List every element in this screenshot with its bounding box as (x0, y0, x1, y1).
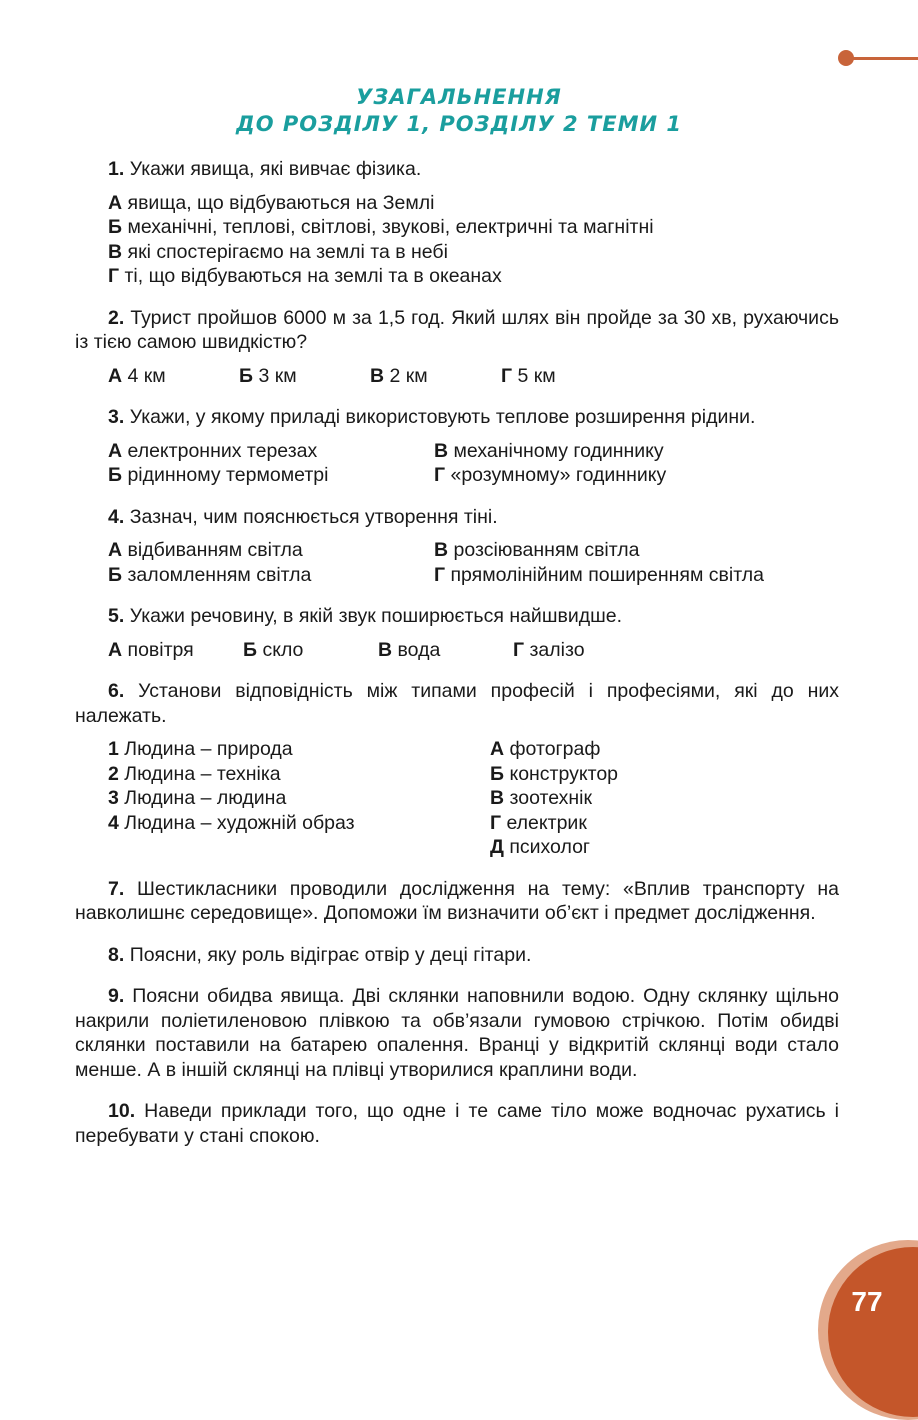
match-left-4 (108, 811, 490, 836)
option-letter: Б (108, 464, 123, 486)
option-letter: А (108, 638, 123, 661)
match-number: 3 (108, 787, 119, 809)
option-b (108, 215, 839, 240)
option-letter: А (108, 364, 123, 387)
question-text: Укажи, у якому приладі використовують теплове розширення рідини. (129, 406, 756, 428)
question-3-options (75, 439, 839, 488)
option-text: рідинному термометрі (127, 464, 329, 486)
match-text: Людина – художній образ (124, 811, 355, 834)
title-line-1: УЗАГАЛЬНЕННЯ (356, 85, 562, 109)
option-v (434, 439, 839, 464)
match-left-2 (108, 762, 490, 787)
match-text: Людина – природа (124, 738, 293, 760)
question-3 (75, 405, 839, 430)
option-text: конструктор (509, 762, 619, 785)
option-text: які спостерігаємо на землі та в небі (127, 240, 448, 263)
question-9 (75, 984, 839, 1082)
match-right-v (490, 786, 839, 811)
question-2 (75, 306, 839, 355)
option-text: скло (262, 638, 304, 661)
questions-list (75, 157, 839, 1148)
option-a (108, 439, 434, 464)
option-text: вода (397, 638, 441, 661)
option-text: 3 км (258, 364, 297, 387)
question-6 (75, 679, 839, 728)
question-number: 8. (108, 943, 125, 966)
option-text: 4 км (127, 364, 166, 387)
option-letter: Б (108, 216, 123, 238)
option-text: явища, що відбуваються на Землі (127, 191, 435, 214)
option-text: психолог (509, 836, 591, 858)
question-text: Установи відповідність між типами професій і професіями, які до них належать. (75, 680, 839, 727)
option-text: зоотехнік (509, 787, 593, 809)
match-number: 2 (108, 762, 119, 785)
option-g (108, 264, 839, 289)
question-text: Шестикласники проводили дослідження на тему: «Вплив транспорту на навколишнє середовище». Допоможи їм визначити об’єкт і предмет дослідження. (75, 877, 839, 924)
match-left-1 (108, 737, 490, 762)
option-a (108, 538, 434, 563)
option-a (108, 638, 243, 663)
question-5-options (75, 638, 839, 663)
option-v (370, 364, 501, 389)
option-b (108, 463, 434, 488)
question-5 (75, 604, 839, 629)
option-text: 2 км (389, 364, 428, 387)
option-g (501, 364, 632, 389)
question-number: 3. (108, 406, 125, 428)
title-line-2: ДО РОЗДІЛУ 1, РОЗДІЛУ 2 ТЕМИ 1 (235, 112, 682, 136)
question-number: 7. (108, 877, 125, 900)
option-text: розсіюванням світла (453, 539, 640, 561)
option-letter: Г (501, 364, 513, 387)
question-1 (75, 157, 839, 182)
option-letter: А (490, 738, 505, 760)
option-letter: Г (108, 265, 120, 287)
option-v (378, 638, 513, 663)
option-text: механічному годиннику (453, 439, 664, 462)
question-7 (75, 877, 839, 926)
option-text: відбиванням світла (127, 539, 303, 561)
option-v (108, 240, 839, 265)
option-text: залізо (529, 638, 585, 661)
option-text: фотограф (509, 738, 601, 760)
match-left-3 (108, 786, 490, 811)
question-4 (75, 505, 839, 530)
question-text: Зазнач, чим пояснюється утворення тіні. (129, 505, 498, 528)
question-number: 5. (108, 605, 125, 627)
question-6-matching (75, 737, 839, 860)
option-text: механічні, теплові, світлові, звукові, електричні та магнітні (127, 216, 654, 238)
question-text: Укажи явища, які вивчає фізика. (129, 158, 422, 180)
question-2-options (75, 364, 839, 389)
option-text: 5 км (517, 364, 556, 387)
option-letter: Б (108, 563, 123, 586)
option-letter: В (490, 787, 505, 809)
question-1-options (75, 191, 839, 289)
option-b (243, 638, 378, 663)
question-10 (75, 1099, 839, 1148)
match-right-a (490, 737, 839, 762)
page-number: 77 (851, 1286, 883, 1317)
option-letter: В (108, 240, 123, 263)
option-text: повітря (127, 638, 194, 661)
question-number: 6. (108, 680, 125, 702)
option-v (434, 538, 839, 563)
option-text: електрик (506, 811, 587, 834)
option-letter: В (434, 539, 449, 561)
page-title (0, 84, 918, 138)
option-text: ті, що відбуваються на землі та в океанах (124, 265, 502, 287)
question-number: 2. (108, 306, 125, 329)
option-text: електронних терезах (127, 439, 318, 462)
option-g (513, 638, 648, 663)
match-right-g (490, 811, 839, 836)
option-letter: В (434, 439, 449, 462)
option-letter: Б (243, 638, 258, 661)
option-letter: Г (434, 563, 446, 586)
option-letter: А (108, 191, 123, 214)
option-letter: Б (490, 762, 505, 785)
match-text: Людина – людина (124, 787, 287, 809)
question-text: Поясни, яку роль відіграє отвір у деці гітари. (129, 943, 532, 966)
question-number: 4. (108, 505, 125, 528)
option-letter: Г (513, 638, 525, 661)
question-text: Турист пройшов 6000 м за 1,5 год. Який шлях він пройде за 30 хв, рухаючись із тією самою швидкістю? (75, 306, 839, 353)
match-number: 1 (108, 738, 119, 760)
option-b (239, 364, 370, 389)
question-8 (75, 943, 839, 968)
option-letter: А (108, 439, 123, 462)
match-text: Людина – техніка (124, 762, 281, 785)
option-text: прямолінійним поширенням світла (450, 563, 764, 586)
question-4-options (75, 538, 839, 587)
option-g (434, 463, 839, 488)
option-b (108, 563, 434, 588)
option-a (108, 191, 839, 216)
question-number: 1. (108, 158, 125, 180)
option-letter: Г (490, 811, 502, 834)
match-right-b (490, 762, 839, 787)
match-number: 4 (108, 811, 119, 834)
question-number: 9. (108, 985, 125, 1007)
option-letter: А (108, 539, 123, 561)
question-text: Наведи приклади того, що одне і те саме тіло може водночас рухатись і перебувати у стані спокою. (75, 1100, 839, 1147)
option-letter: В (370, 364, 385, 387)
header-decoration-line (848, 57, 918, 60)
question-text: Укажи речовину, в якій звук поширюється найшвидше. (129, 605, 623, 627)
option-letter: Г (434, 464, 446, 486)
question-text: Поясни обидва явища. Дві склянки наповнили водою. Одну склянку щільно накрили поліетиленовою плівкою та обв’язали гумовою стрічкою. Потім обидві склянки поставили на батарею опалення. Вранці у відкритій склянці води стало менше. А в іншій склянці на плівці утворилися краплини води. (75, 985, 839, 1081)
option-text: заломленням світла (127, 563, 312, 586)
option-a (108, 364, 239, 389)
match-left-empty (108, 835, 490, 860)
question-number: 10. (108, 1100, 136, 1122)
match-right-d (490, 835, 839, 860)
option-letter: Д (490, 836, 504, 858)
option-letter: Б (239, 364, 254, 387)
header-decoration-dot (838, 50, 854, 66)
option-letter: В (378, 638, 393, 661)
option-g (434, 563, 839, 588)
option-text: «розумному» годиннику (450, 464, 667, 486)
